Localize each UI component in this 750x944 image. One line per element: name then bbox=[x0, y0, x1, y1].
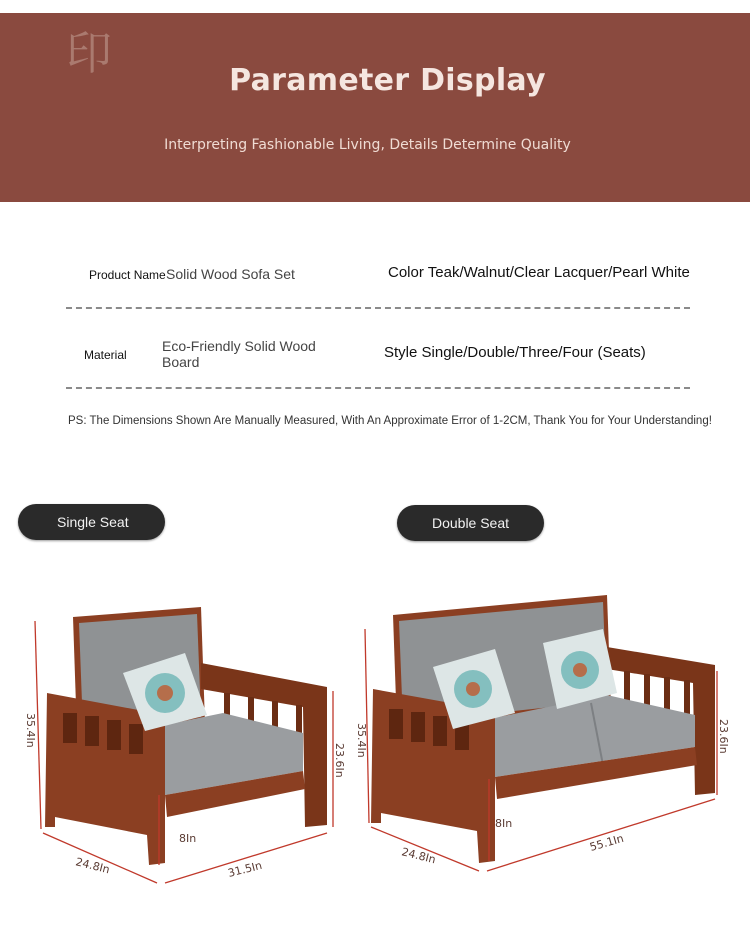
page-title: Parameter Display bbox=[229, 63, 546, 98]
arm-height-dimension: 23.6In bbox=[333, 743, 346, 778]
seat-height-dimension: 8In bbox=[495, 817, 513, 830]
row-divider bbox=[66, 387, 690, 389]
parameter-table bbox=[0, 202, 750, 462]
material-value-line1: Eco-Friendly Solid Wood bbox=[162, 338, 316, 354]
style-value: Single/Double/Three/Four (Seats) bbox=[421, 344, 646, 361]
style-label: Style bbox=[384, 344, 418, 361]
material-label: Material bbox=[84, 348, 127, 362]
seat-height-dimension: 8In bbox=[179, 832, 197, 845]
color-label: Color bbox=[388, 264, 424, 281]
double-seat-tag: Double Seat bbox=[397, 505, 544, 541]
double-seat-sofa-image bbox=[355, 585, 745, 885]
width-dimension: 31.5In bbox=[226, 858, 264, 880]
height-dimension: 35.4In bbox=[355, 723, 368, 758]
color-spec bbox=[388, 264, 690, 281]
style-spec bbox=[384, 344, 646, 361]
measurement-note: PS: The Dimensions Shown Are Manually Measured, With An Approximate Error of 1-2CM, Thank You for Your Understanding! bbox=[68, 415, 712, 427]
product-name-value: Solid Wood Sofa Set bbox=[166, 266, 295, 282]
width-dimension: 55.1In bbox=[588, 831, 626, 854]
row-divider bbox=[66, 307, 690, 309]
svg-text:印: 印 bbox=[66, 26, 112, 80]
depth-dimension: 24.8In bbox=[400, 845, 438, 867]
depth-dimension: 24.8In bbox=[74, 855, 112, 877]
arm-height-dimension: 23.6In bbox=[717, 719, 730, 754]
color-value: Teak/Walnut/Clear Lacquer/Pearl White bbox=[427, 264, 690, 281]
single-seat-tag: Single Seat bbox=[18, 504, 165, 540]
material-value bbox=[162, 338, 316, 370]
single-seat-sofa-image bbox=[15, 595, 350, 895]
product-name-label: Product Name bbox=[89, 268, 166, 282]
material-value-line2: Board bbox=[162, 354, 200, 370]
parameter-banner bbox=[0, 13, 750, 202]
height-dimension: 35.4In bbox=[24, 713, 37, 748]
top-strip bbox=[0, 0, 750, 13]
page-subtitle: Interpreting Fashionable Living, Details Determine Quality bbox=[164, 137, 571, 153]
